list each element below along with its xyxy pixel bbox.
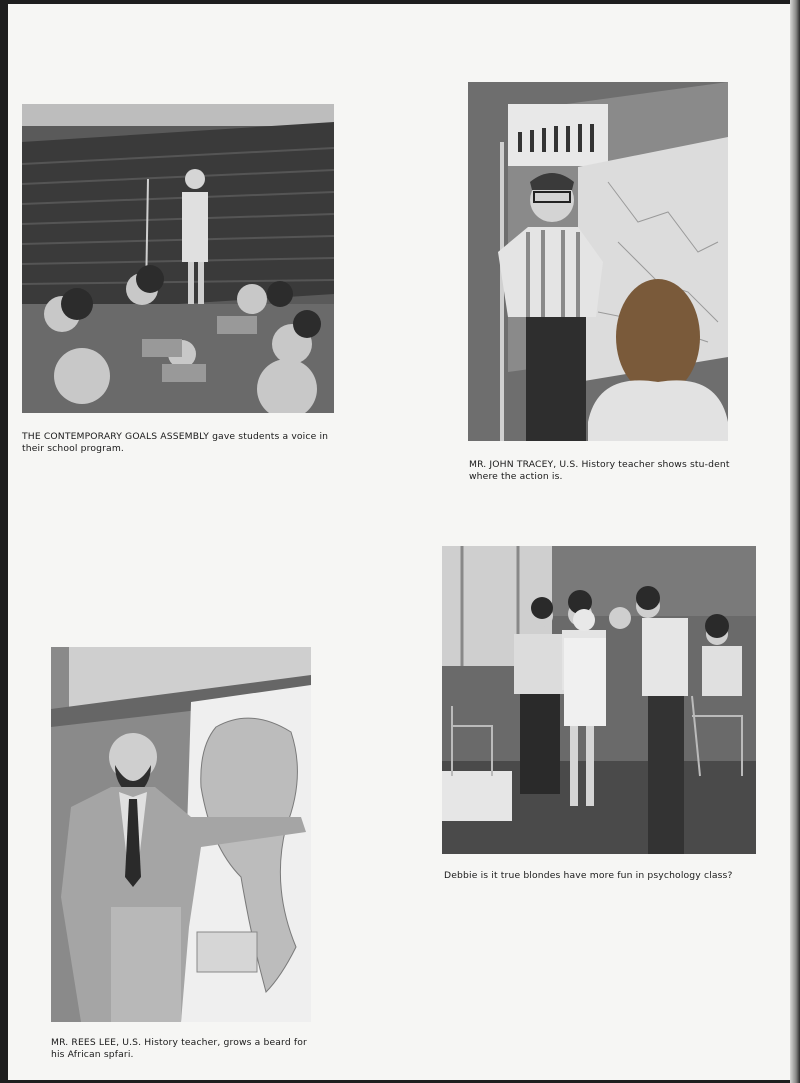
lee-photo [51, 647, 311, 1022]
psychology-class-photo [442, 546, 756, 854]
assembly-caption: THE CONTEMPORARY GOALS ASSEMBLY gave students a voice in their school program. [22, 431, 329, 454]
page-spine-edge [790, 0, 800, 1083]
assembly-photo [22, 104, 334, 413]
tracey-photo [468, 82, 728, 441]
tracey-caption: MR. JOHN TRACEY, U.S. History teacher shows stu-dent where the action is. [469, 459, 730, 482]
yearbook-page [8, 4, 790, 1080]
psychology-caption: Debbie is it true blondes have more fun in psychology class? [444, 870, 733, 881]
lee-caption: MR. REES LEE, U.S. History teacher, grows a beard for his African spfari. [51, 1037, 307, 1060]
